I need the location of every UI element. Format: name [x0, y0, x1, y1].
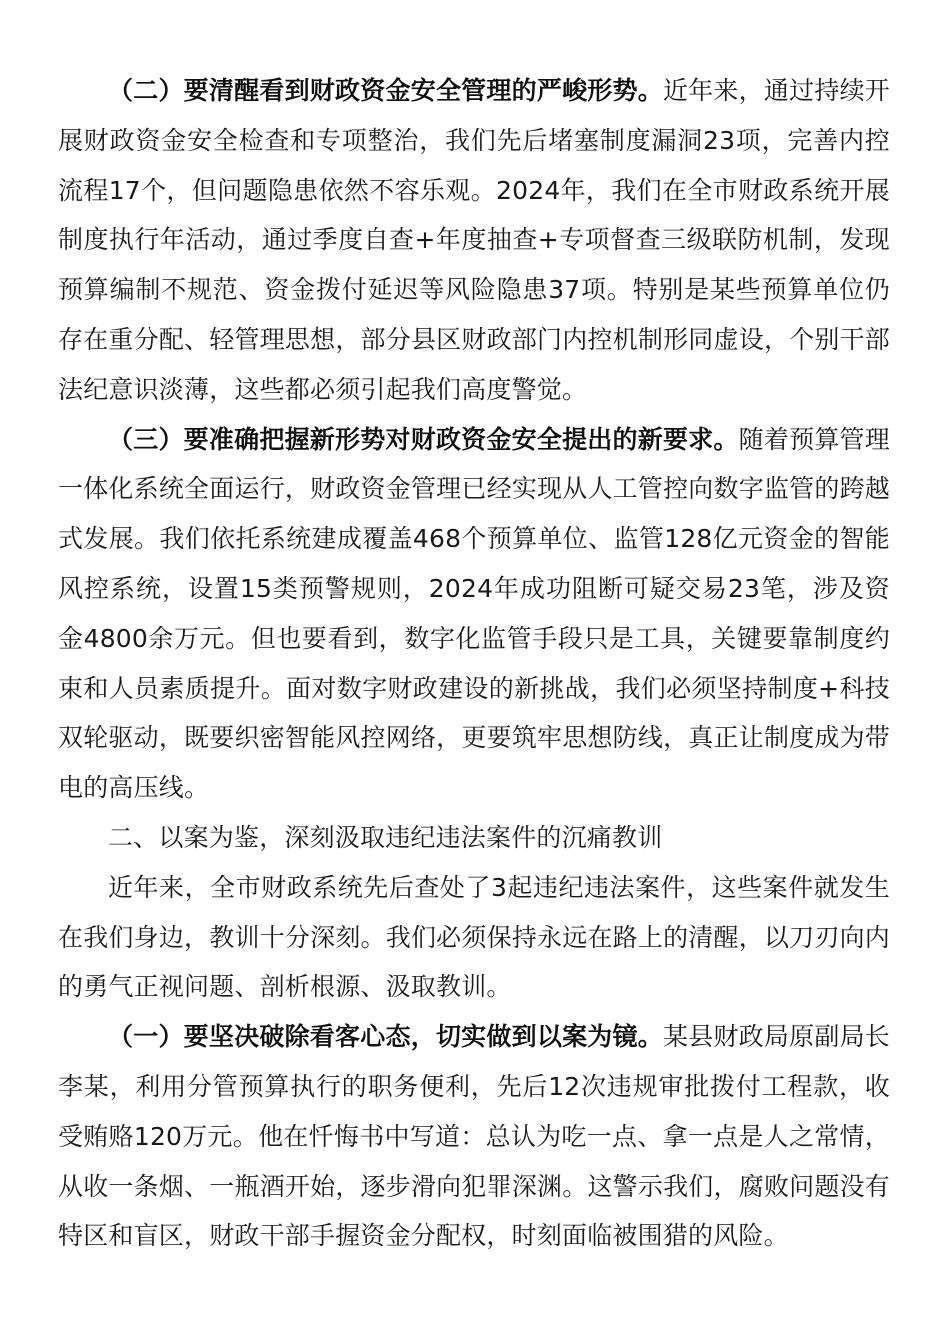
paragraph-lead: （三）要准确把握新形势对财政资金安全提出的新要求。	[108, 424, 739, 454]
paragraph-body: 近年来，全市财政系统先后查处了3起违纪违法案件，这些案件就发生在我们身边，教训十分深刻。我们必须保持永远在路上的清醒，以刀刃向内的勇气正视问题、剖析根源、汲取教训。	[58, 872, 890, 1002]
paragraph-body: 近年来，通过持续开展财政资金安全检查和专项整治，我们先后堵塞制度漏洞23项，完善内控流程17个，但问题隐患依然不容乐观。2024年，我们在全市财政系统开展制度执行年活动，通过季度自查+年度抽查+专项督查三级联防机制，发现预算编制不规范、资金拨付延迟等风险隐患37项。特别是某些预算单位仍存在重分配、轻管理思想，部分县区财政部门内控机制形同虚设，个别干部法纪意识淡薄，这些都必须引起我们高度警觉。	[58, 76, 890, 404]
paragraph-body: 随着预算管理一体化系统全面运行，财政资金管理已经实现从人工管控向数字监管的跨越式发展。我们依托系统建成覆盖468个预算单位、监管128亿元资金的智能风控系统，设置15类预警规则，2024年成功阻断可疑交易23笔，涉及资金4800余万元。但也要看到，数字化监管手段只是工具，关键要靠制度约束和人员素质提升。面对数字财政建设的新挑战，我们必须坚持制度+科技双轮驱动，既要织密智能风控网络，更要筑牢思想防线，真正让制度成为带电的高压线。	[58, 424, 890, 803]
paragraph-new-requirements	[58, 415, 890, 813]
paragraph-lead: （二）要清醒看到财政资金安全管理的严峻形势。	[108, 76, 663, 105]
paragraph-situation	[58, 66, 890, 415]
paragraph-intro	[58, 863, 890, 1012]
paragraph-body: 某县财政局原副局长李某，利用分管预算执行的职务便利，先后12次违规审批拨付工程款，收受贿赂120万元。他在忏悔书中写道：总认为吃一点、拿一点是人之常情，从收一条烟、一瓶酒开始，逐步滑向犯罪深渊。这警示我们，腐败问题没有特区和盲区，财政干部手握资金分配权，时刻面临被围猎的风险。	[58, 1022, 890, 1251]
section-heading: 二、以案为鉴，深刻汲取违纪违法案件的沉痛教训	[108, 822, 663, 852]
document-page	[58, 66, 890, 1261]
paragraph-case-mirror	[58, 1012, 890, 1261]
paragraph-lead: （一）要坚决破除看客心态，切实做到以案为镜。	[108, 1022, 663, 1052]
